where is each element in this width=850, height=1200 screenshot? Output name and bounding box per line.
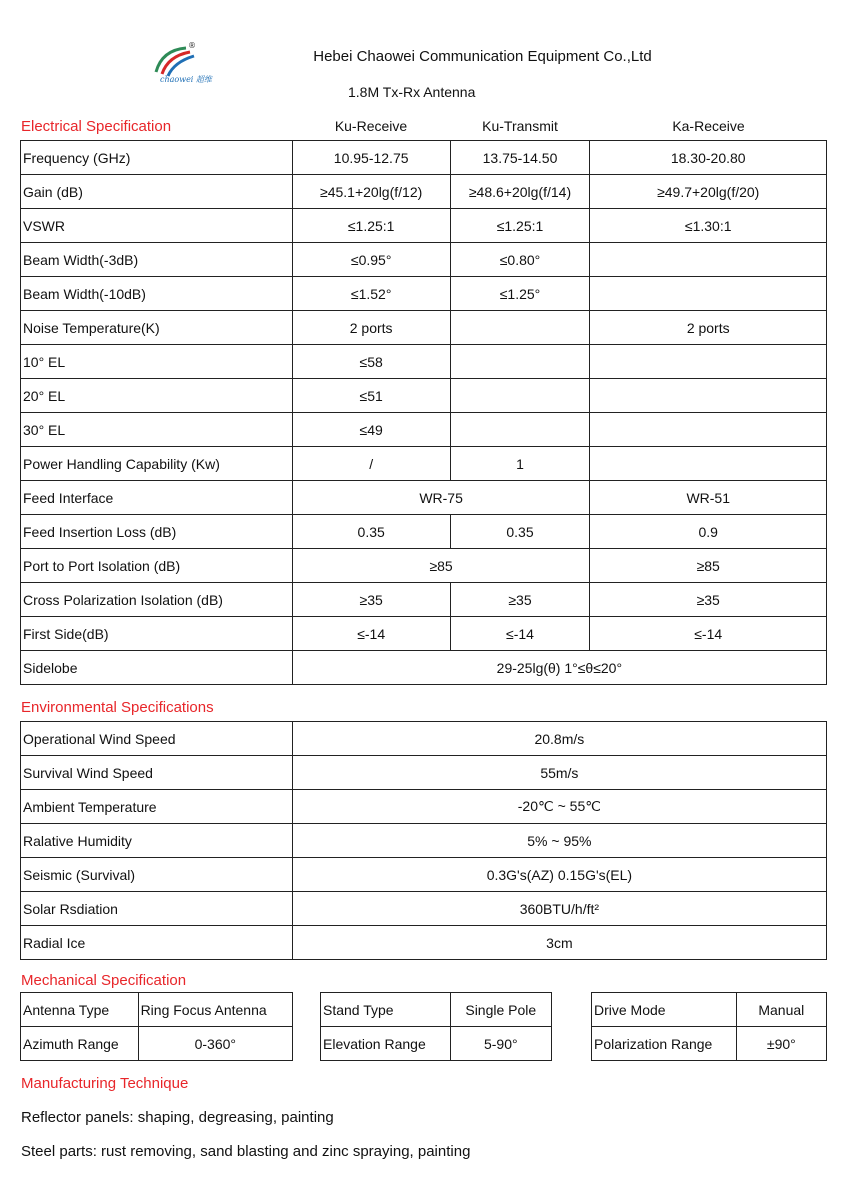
cell [450,345,590,379]
cell: 0.3G's(AZ) 0.15G's(EL) [292,858,826,892]
cell: ≤51 [292,379,450,413]
cell: 0.9 [590,515,827,549]
svg-text:®: ® [188,42,196,50]
environmental-heading: Environmental Specifications [21,699,214,716]
cell [590,413,827,447]
cell: ≥49.7+20lg(f/20) [590,175,827,209]
cell: ≤1.25:1 [450,209,590,243]
cell: ≤-14 [450,617,590,651]
row-label: Beam Width(-3dB) [21,243,293,277]
table-row [321,993,552,1027]
table-row [21,141,827,175]
cell: 20.8m/s [292,722,826,756]
cell: 1 [450,447,590,481]
logo-text: chaowei 超维 [160,75,212,84]
row-label: Elevation Range [321,1027,451,1061]
cell: ≥85 [590,549,827,583]
cell: -20℃ ~ 55℃ [292,790,826,824]
row-label: Azimuth Range [21,1027,139,1061]
cell [590,447,827,481]
table-row [21,858,827,892]
table-row [21,926,827,960]
cell: Manual [736,993,826,1027]
row-label: Ralative Humidity [21,824,293,858]
row-label: Feed Interface [21,481,293,515]
row-label: Power Handling Capability (Kw) [21,447,293,481]
table-row [21,345,827,379]
col-ku-transmit: Ku-Transmit [482,118,558,134]
cell: ≤58 [292,345,450,379]
table-row [21,824,827,858]
cell: ≤0.95° [292,243,450,277]
cell: 2 ports [292,311,450,345]
cell [450,413,590,447]
row-label: Antenna Type [21,993,139,1027]
table-row [592,993,827,1027]
row-label: Survival Wind Speed [21,756,293,790]
table-row [21,993,293,1027]
table-row [321,1027,552,1061]
cell [590,277,827,311]
document-title: 1.8M Tx-Rx Antenna [348,84,476,100]
cell: 0.35 [292,515,450,549]
cell [590,379,827,413]
row-label: Frequency (GHz) [21,141,293,175]
cell: ≤49 [292,413,450,447]
row-label: Solar Rsdiation [21,892,293,926]
table-row [21,481,827,515]
row-label: 20° EL [21,379,293,413]
mech-table-antenna [20,992,293,1061]
table-row [21,243,827,277]
table-row [21,756,827,790]
row-label: 30° EL [21,413,293,447]
cell: 0-360° [138,1027,292,1061]
cell: 2 ports [590,311,827,345]
table-row [21,447,827,481]
cell [450,311,590,345]
company-name: Hebei Chaowei Communication Equipment Co.,Ltd [313,48,652,65]
row-label: Port to Port Isolation (dB) [21,549,293,583]
cell: ≤1.30:1 [590,209,827,243]
row-label: Noise Temperature(K) [21,311,293,345]
cell [590,243,827,277]
table-row [21,379,827,413]
col-ku-receive: Ku-Receive [334,118,408,134]
cell: 10.95-12.75 [292,141,450,175]
electrical-heading: Electrical Specification [21,118,172,135]
cell: Ring Focus Antenna [138,993,292,1027]
cell [450,379,590,413]
table-row [21,209,827,243]
cell: 0.35 [450,515,590,549]
cell: ≥48.6+20lg(f/14) [450,175,590,209]
cell: ≥35 [292,583,450,617]
cell: 360BTU/h/ft² [292,892,826,926]
cell: ≥85 [292,549,590,583]
row-label: First Side(dB) [21,617,293,651]
row-label: Seismic (Survival) [21,858,293,892]
row-label: Operational Wind Speed [21,722,293,756]
row-label: Polarization Range [592,1027,737,1061]
cell: ≥35 [590,583,827,617]
row-label: Sidelobe [21,651,293,685]
table-row [21,413,827,447]
cell: WR-75 [292,481,590,515]
cell: ≤1.25° [450,277,590,311]
table-row [21,515,827,549]
cell: 18.30-20.80 [590,141,827,175]
row-label: Drive Mode [592,993,737,1027]
mechanical-heading: Mechanical Specification [21,972,187,989]
cell: 5% ~ 95% [292,824,826,858]
cell: ±90° [736,1027,826,1061]
table-row [21,583,827,617]
table-row [21,617,827,651]
cell [590,345,827,379]
row-label: Beam Width(-10dB) [21,277,293,311]
table-row [21,651,827,685]
table-row [21,892,827,926]
environmental-table [20,721,827,960]
row-label: 10° EL [21,345,293,379]
row-label: Stand Type [321,993,451,1027]
cell: 3cm [292,926,826,960]
cell: 5-90° [450,1027,551,1061]
cell: ≤1.52° [292,277,450,311]
row-label: Feed Insertion Loss (dB) [21,515,293,549]
manufacturing-line-1: Reflector panels: shaping, degreasing, painting [21,1109,334,1126]
col-ka-receive: Ka-Receive [672,118,745,134]
cell: ≤0.80° [450,243,590,277]
table-row [21,175,827,209]
table-row [21,1027,293,1061]
cell: 29-25lg(θ) 1°≤θ≤20° [292,651,826,685]
cell: ≥45.1+20lg(f/12) [292,175,450,209]
row-label: VSWR [21,209,293,243]
table-row [592,1027,827,1061]
table-row [21,722,827,756]
table-row [21,311,827,345]
cell: / [292,447,450,481]
cell: 55m/s [292,756,826,790]
row-label: Gain (dB) [21,175,293,209]
manufacturing-heading: Manufacturing Technique [21,1075,189,1092]
cell: ≤-14 [590,617,827,651]
electrical-table [20,140,827,685]
row-label: Cross Polarization Isolation (dB) [21,583,293,617]
table-row [21,549,827,583]
manufacturing-line-2: Steel parts: rust removing, sand blasting and zinc spraying, painting [21,1143,471,1160]
table-row [21,277,827,311]
cell: WR-51 [590,481,827,515]
row-label: Radial Ice [21,926,293,960]
cell: Single Pole [450,993,551,1027]
mech-table-drive [591,992,827,1061]
table-row [21,790,827,824]
cell: ≤-14 [292,617,450,651]
cell: ≤1.25:1 [292,209,450,243]
row-label: Ambient Temperature [21,790,293,824]
mech-table-stand [320,992,552,1061]
cell: 13.75-14.50 [450,141,590,175]
cell: ≥35 [450,583,590,617]
